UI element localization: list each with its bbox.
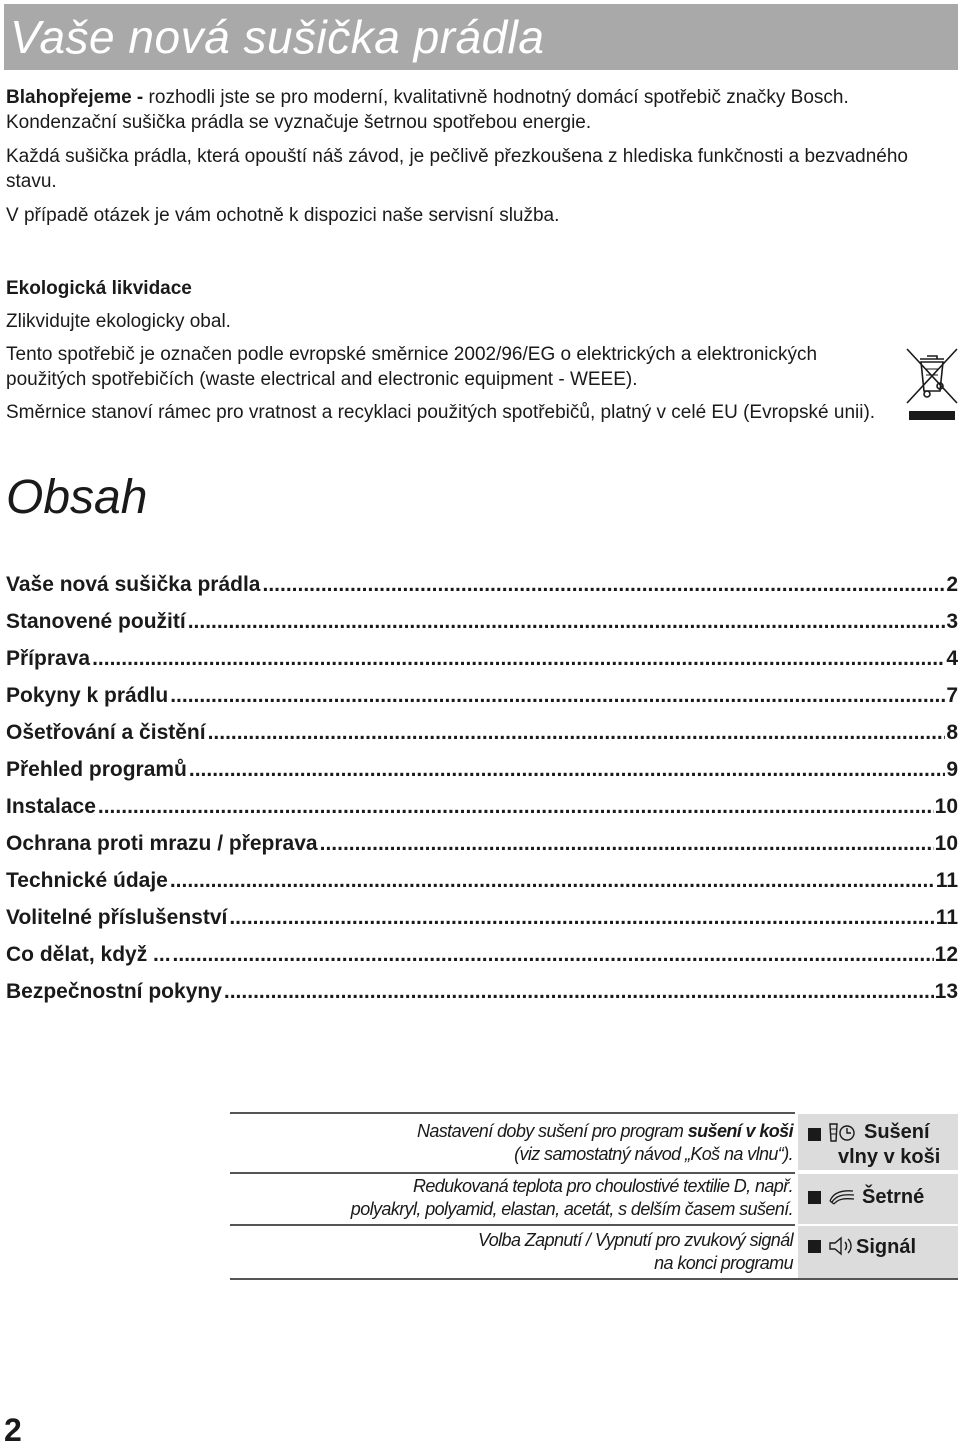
legend-bullet: [808, 1191, 821, 1204]
toc-item-label: Vaše nová sušička prádla: [6, 573, 261, 596]
eco-heading: Ekologická likvidace: [6, 278, 192, 299]
toc-item[interactable]: [6, 906, 958, 943]
eco-paragraph-1: Zlikvidujte ekologicky obal.: [6, 311, 231, 332]
legend-bottom-divider: [230, 1278, 958, 1280]
intro-section: [6, 85, 936, 237]
legend-label-line2: vlny v koši: [838, 1146, 941, 1168]
legend-desc-text: Nastavení doby sušení pro program: [416, 1121, 688, 1141]
legend-desc-line1: Volba Zapnutí / Vypnutí pro zvukový signál: [478, 1230, 793, 1250]
toc-item[interactable]: [6, 980, 958, 1017]
legend-desc-line2: (viz samostatný návod „Koš na vlnu“).: [514, 1144, 793, 1164]
toc-item[interactable]: [6, 647, 958, 684]
toc-leader-dots: [173, 943, 934, 967]
toc-item-label: Pokyny k prádlu: [6, 684, 169, 707]
toc-item[interactable]: [6, 684, 958, 721]
crossed-out-wheelie-bin-icon: [905, 345, 959, 425]
page-number: 2: [4, 1412, 22, 1448]
toc-leader-dots: [92, 647, 945, 671]
toc-item-label: Bezpečnostní pokyny: [6, 980, 222, 1003]
legend-description: [233, 1229, 793, 1275]
speaker-icon: [827, 1234, 857, 1258]
legend-bullet: [808, 1240, 821, 1253]
toc-item[interactable]: [6, 943, 958, 980]
legend-desc-line1: Redukovaná teplota pro choulostivé textilie D, např.: [412, 1176, 793, 1196]
toc-item-label: Instalace: [6, 795, 96, 818]
toc-leader-dots: [98, 795, 934, 819]
page-title: Vaše nová sušička prádla: [10, 11, 545, 63]
toc-item-label: Stanovené použití: [6, 610, 186, 633]
toc-item-page: 12: [934, 943, 958, 966]
toc-leader-dots: [208, 721, 946, 745]
toc-leader-dots: [229, 906, 934, 930]
toc-item-label: Ochrana proti mrazu / přeprava: [6, 832, 318, 855]
toc-leader-dots: [170, 684, 945, 708]
toc-item-label: Přehled programů: [6, 758, 187, 781]
toc-item[interactable]: [6, 832, 958, 869]
toc-item-page: 13: [934, 980, 958, 1003]
toc-item[interactable]: [6, 610, 958, 647]
legend-row-delicate: [230, 1172, 958, 1224]
legend-desc-bold: sušení v koši: [687, 1121, 793, 1141]
legend-description: [233, 1120, 793, 1166]
toc-item-label: Co dělat, když ...: [6, 943, 171, 966]
legend-row-wool: [230, 1112, 958, 1172]
table-of-contents: [6, 573, 958, 1017]
toc-item-label: Technické údaje: [6, 869, 168, 892]
eco-paragraph-2: Tento spotřebič je označen podle evropské směrnice 2002/96/EG o elektrických a elektronických použitých spotřebičích (waste electrical and electronic equipment - WEEE).: [6, 344, 818, 390]
toc-item[interactable]: [6, 795, 958, 832]
toc-item[interactable]: [6, 721, 958, 758]
toc-item-page: 10: [934, 795, 958, 818]
legend-row-signal: [230, 1224, 958, 1280]
button-legend: [230, 1112, 958, 1280]
eco-disposal-section: [6, 276, 886, 433]
legend-bullet: [808, 1128, 821, 1141]
eco-paragraph-3: Směrnice stanoví rámec pro vratnost a recyklaci použitých spotřebičů, platný v celé EU (Evropské unii).: [6, 402, 876, 423]
delicate-hand-icon: [827, 1185, 857, 1209]
toc-item-page: 9: [946, 758, 958, 781]
toc-item[interactable]: [6, 573, 958, 610]
toc-leader-dots: [320, 832, 934, 856]
legend-label: Šetrné: [862, 1186, 925, 1208]
intro-paragraph-1: [6, 85, 936, 135]
intro-congrats: Blahopřejeme -: [6, 87, 144, 108]
toc-leader-dots: [189, 758, 945, 782]
intro-paragraph-3: V případě otázek je vám ochotně k dispozici naše servisní služba.: [6, 205, 560, 226]
intro-paragraph-1-text: rozhodli jste se pro moderní, kvalitativně hodnotný domácí spotřebič značky Bosch. Kondenzační sušička prádla se vyznačuje šetrnou spotřebou energie.: [6, 87, 849, 133]
legend-desc-line2: polyakryl, polyamid, elastan, acetát, s delším časem sušení.: [350, 1199, 793, 1219]
toc-item-page: 10: [934, 832, 958, 855]
toc-leader-dots: [224, 980, 934, 1004]
wool-basket-timer-icon: [827, 1121, 857, 1145]
toc-item-label: Příprava: [6, 647, 91, 670]
toc-item-label: Ošetřování a čistění: [6, 721, 206, 744]
toc-item-page: 11: [935, 906, 958, 929]
legend-description: [233, 1175, 793, 1221]
toc-item-page: 7: [946, 684, 958, 707]
toc-item-page: 4: [946, 647, 958, 670]
toc-heading: Obsah: [6, 471, 148, 524]
intro-paragraph-2: Každá sušička prádla, která opouští náš závod, je pečlivě přezkoušena z hlediska funkčnosti a bezvadného stavu.: [6, 146, 908, 192]
legend-desc-line2: na konci programu: [654, 1253, 793, 1273]
toc-leader-dots: [262, 573, 945, 597]
legend-label-line1: Sušení: [864, 1121, 930, 1143]
toc-item[interactable]: [6, 869, 958, 906]
toc-item[interactable]: [6, 758, 958, 795]
legend-label: Signál: [856, 1236, 917, 1258]
title-bar: [4, 4, 958, 70]
toc-item-page: 3: [946, 610, 958, 633]
toc-item-page: 8: [946, 721, 958, 744]
toc-item-label: Volitelné příslušenství: [6, 906, 228, 929]
toc-leader-dots: [170, 869, 935, 893]
toc-item-page: 2: [946, 573, 958, 596]
toc-leader-dots: [188, 610, 946, 634]
toc-item-page: 11: [935, 869, 958, 892]
